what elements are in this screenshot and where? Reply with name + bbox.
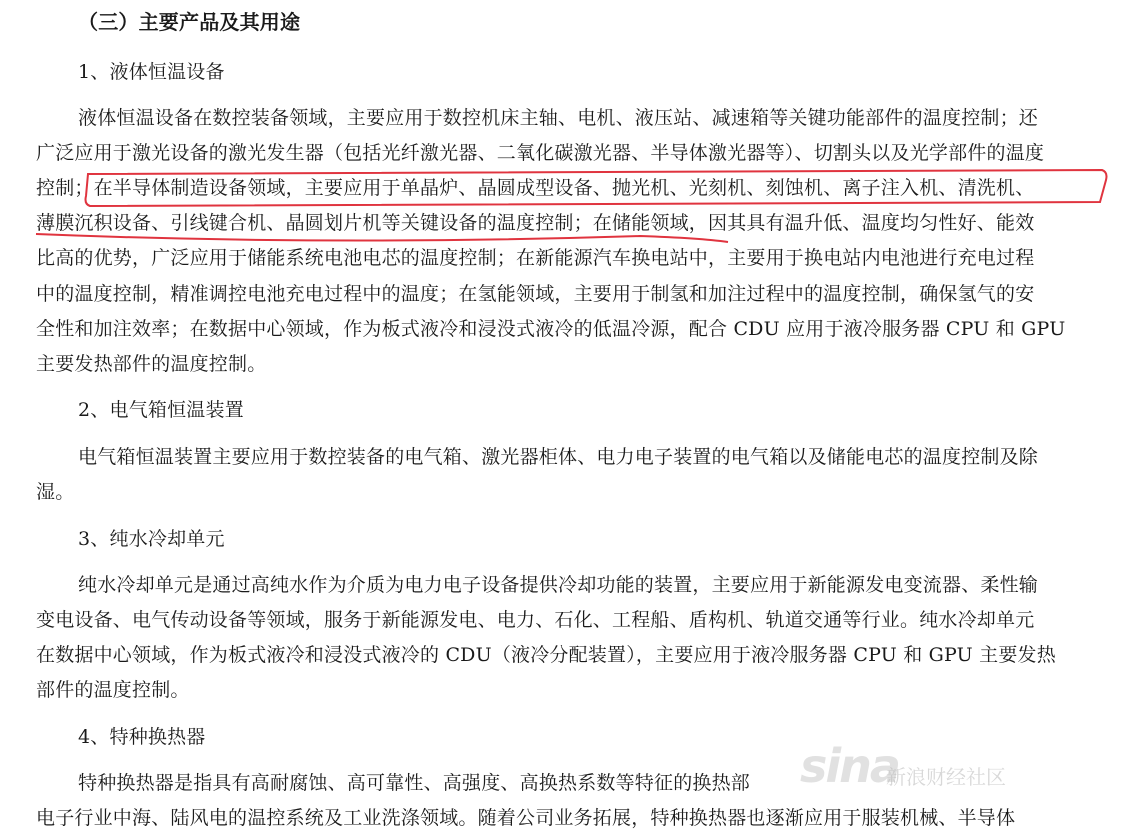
paragraph-line: 特种换热器是指具有高耐腐蚀、高可靠性、高强度、高换热系数等特征的换热部 bbox=[78, 772, 751, 794]
paragraph-line: 部件的温度控制。 bbox=[36, 679, 190, 701]
paragraph-line: 纯水冷却单元是通过高纯水作为介质为电力电子设备提供冷却功能的装置，主要应用于新能源发电变流器、柔性输 bbox=[78, 574, 1039, 596]
paragraph-line: 控制；在半导体制造设备领域，主要应用于单晶炉、晶圆成型设备、抛光机、光刻机、刻蚀机、离子注入机、清洗机、 bbox=[36, 177, 1035, 199]
item-title-liquid-thermostat: 1、液体恒温设备 bbox=[78, 61, 225, 83]
item-title-pure-water-cooling: 3、纯水冷却单元 bbox=[78, 528, 225, 550]
paragraph-line: 在数据中心领域，作为板式液冷和浸没式液冷的 CDU（液冷分配装置），主要应用于液冷服务器 CPU 和 GPU 主要发热 bbox=[36, 644, 1056, 666]
section-heading: （三）主要产品及其用途 bbox=[78, 10, 301, 34]
paragraph-line: 薄膜沉积设备、引线键合机、晶圆划片机等关键设备的温度控制；在储能领域，因其具有温升低、温度均匀性好、能效 bbox=[36, 212, 1035, 234]
paragraph-line: 电气箱恒温装置主要应用于数控装备的电气箱、激光器柜体、电力电子装置的电气箱以及储能电芯的温度控制及除 bbox=[78, 446, 1039, 468]
watermark-logo: sina bbox=[800, 739, 899, 793]
item-title-special-heat-exchanger: 4、特种换热器 bbox=[78, 726, 206, 748]
paragraph-line: 广泛应用于激光设备的激光发生器（包括光纤激光器、二氧化碳激光器、半导体激光器等）、切割头以及光学部件的温度 bbox=[36, 142, 1045, 164]
item-title-electrical-box: 2、电气箱恒温装置 bbox=[78, 399, 244, 421]
paragraph-line: 全性和加注效率；在数据中心领域，作为板式液冷和浸没式液冷的低温冷源，配合 CDU 应用于液冷服务器 CPU 和 GPU bbox=[36, 318, 1066, 340]
paragraph-line: 电子行业中海、陆风电的温控系统及工业洗涤领域。随着公司业务拓展，特种换热器也逐渐应用于服装机械、半导体 bbox=[36, 807, 1016, 829]
paragraph-line: 中的温度控制，精准调控电池充电过程中的温度；在氢能领域，主要用于制氢和加注过程中的温度控制，确保氢气的安 bbox=[36, 283, 1035, 305]
paragraph-line: 湿。 bbox=[36, 481, 75, 503]
paragraph-line: 液体恒温设备在数控装备领域，主要应用于数控机床主轴、电机、液压站、减速箱等关键功能部件的温度控制；还 bbox=[78, 107, 1039, 129]
paragraph-line: 主要发热部件的温度控制。 bbox=[36, 353, 267, 375]
watermark-text: 新浪财经社区 bbox=[886, 765, 1006, 789]
paragraph-line: 比高的优势，广泛应用于储能系统电池电芯的温度控制；在新能源汽车换电站中，主要用于换电站内电池进行充电过程 bbox=[36, 247, 1035, 269]
sina-watermark bbox=[790, 735, 1135, 805]
paragraph-line: 变电设备、电气传动设备等领域，服务于新能源发电、电力、石化、工程船、盾构机、轨道交通等行业。纯水冷却单元 bbox=[36, 609, 1035, 631]
